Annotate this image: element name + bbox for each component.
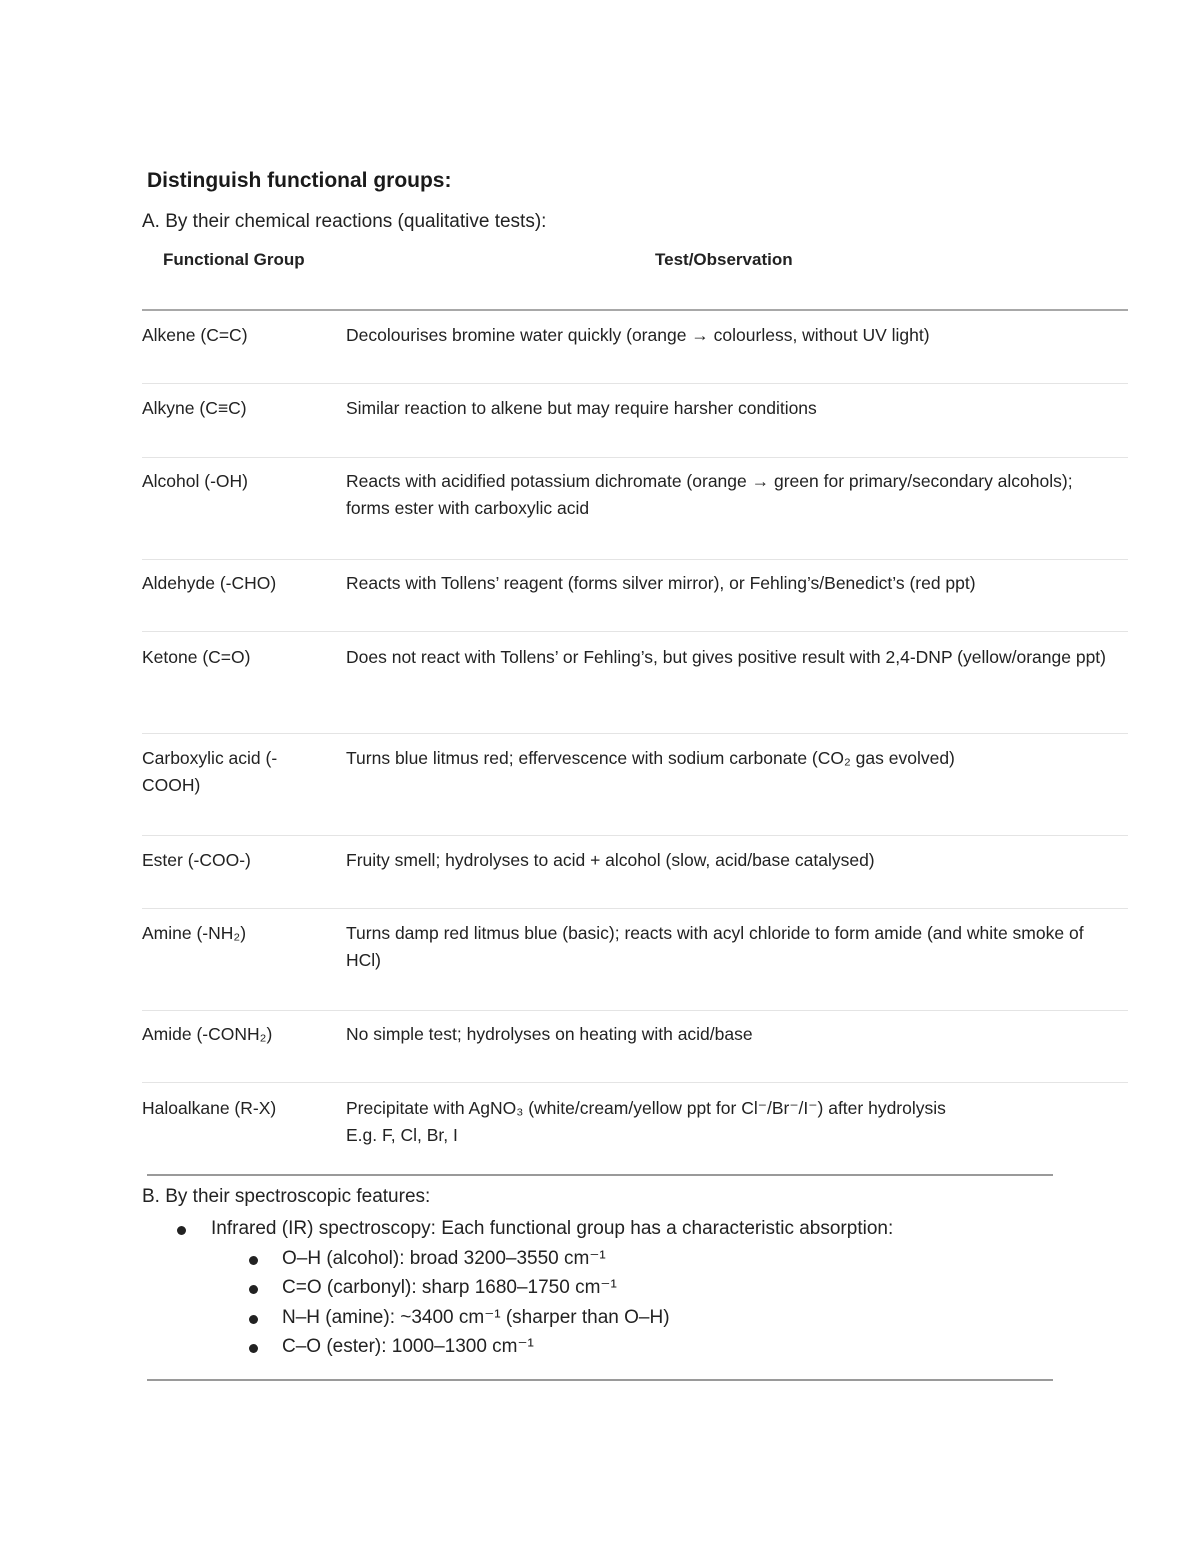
section-b-title: B. By their spectroscopic features: xyxy=(142,1186,431,1207)
test-line: Precipitate with AgNO₃ (white/cream/yellow ppt for Cl⁻/Br⁻/I⁻) after hydrolysis xyxy=(346,1098,946,1118)
cell-functional-group: Alcohol (-OH) xyxy=(142,471,248,491)
cell-test-observation: Turns damp red litmus blue (basic); reacts with acyl chloride to form amide (and white smoke of HCl) xyxy=(346,923,1084,970)
cell-functional-group: Haloalkane (R-X) xyxy=(142,1098,277,1118)
row-divider xyxy=(142,835,1128,836)
cell-test-observation: Decolourises bromine water quickly (orange → colourless, without UV light) xyxy=(346,325,930,345)
ir-main-item: Infrared (IR) spectroscopy: Each functional group has a characteristic absorption: xyxy=(211,1218,894,1239)
table-header-rule xyxy=(142,309,1128,311)
cell-functional-group: Ester (-COO-) xyxy=(142,850,251,870)
cell-test-observation: Similar reaction to alkene but may require harsher conditions xyxy=(346,398,817,418)
ir-sub-item: O–H (alcohol): broad 3200–3550 cm⁻¹ xyxy=(282,1248,606,1269)
section-a-title: A. By their chemical reactions (qualitative tests): xyxy=(142,211,547,232)
row-divider xyxy=(142,559,1128,560)
bullet-icon xyxy=(249,1285,258,1294)
cell-test-observation: Fruity smell; hydrolyses to acid + alcohol (slow, acid/base catalysed) xyxy=(346,850,875,870)
bullet-icon xyxy=(249,1344,258,1353)
test-line-example: E.g. F, Cl, Br, I xyxy=(346,1125,458,1145)
bullet-icon xyxy=(177,1226,186,1235)
section-divider xyxy=(147,1379,1053,1381)
row-divider xyxy=(142,1082,1128,1083)
cell-functional-group: Amine (-NH₂) xyxy=(142,923,247,943)
ir-sub-item: C=O (carbonyl): sharp 1680–1750 cm⁻¹ xyxy=(282,1277,617,1298)
row-divider xyxy=(142,733,1128,734)
row-divider xyxy=(142,383,1128,384)
cell-functional-group: Aldehyde (-CHO) xyxy=(142,573,277,593)
cell-test-observation: No simple test; hydrolyses on heating with acid/base xyxy=(346,1024,753,1044)
table-header-test: Test/Observation xyxy=(655,250,793,269)
row-divider xyxy=(142,908,1128,909)
cell-test-observation xyxy=(346,1095,1116,1149)
cell-functional-group: Alkene (C=C) xyxy=(142,325,248,345)
row-divider xyxy=(142,631,1128,632)
cell-functional-group: Alkyne (C≡C) xyxy=(142,398,247,418)
cell-test-observation: Turns blue litmus red; effervescence with sodium carbonate (CO₂ gas evolved) xyxy=(346,748,955,768)
bullet-icon xyxy=(249,1315,258,1324)
page-heading: Distinguish functional groups: xyxy=(147,169,452,192)
cell-test-observation: Reacts with Tollens’ reagent (forms silver mirror), or Fehling’s/Benedict’s (red ppt) xyxy=(346,573,976,593)
row-divider xyxy=(142,457,1128,458)
cell-functional-group: Amide (-CONH₂) xyxy=(142,1024,273,1044)
cell-functional-group: Carboxylic acid (-COOH) xyxy=(142,748,278,795)
bullet-icon xyxy=(249,1256,258,1265)
cell-test-observation: Reacts with acidified potassium dichromate (orange → green for primary/secondary alcohols); forms ester with carboxylic acid xyxy=(346,471,1073,518)
cell-functional-group: Ketone (C=O) xyxy=(142,647,251,667)
row-divider xyxy=(142,1010,1128,1011)
cell-test-observation: Does not react with Tollens’ or Fehling’s, but gives positive result with 2,4-DNP (yellow/orange ppt) xyxy=(346,647,1106,667)
ir-sub-item: N–H (amine): ~3400 cm⁻¹ (sharper than O–H) xyxy=(282,1307,670,1328)
section-divider xyxy=(147,1174,1053,1176)
table-header-group: Functional Group xyxy=(163,250,305,269)
ir-sub-item: C–O (ester): 1000–1300 cm⁻¹ xyxy=(282,1336,534,1357)
